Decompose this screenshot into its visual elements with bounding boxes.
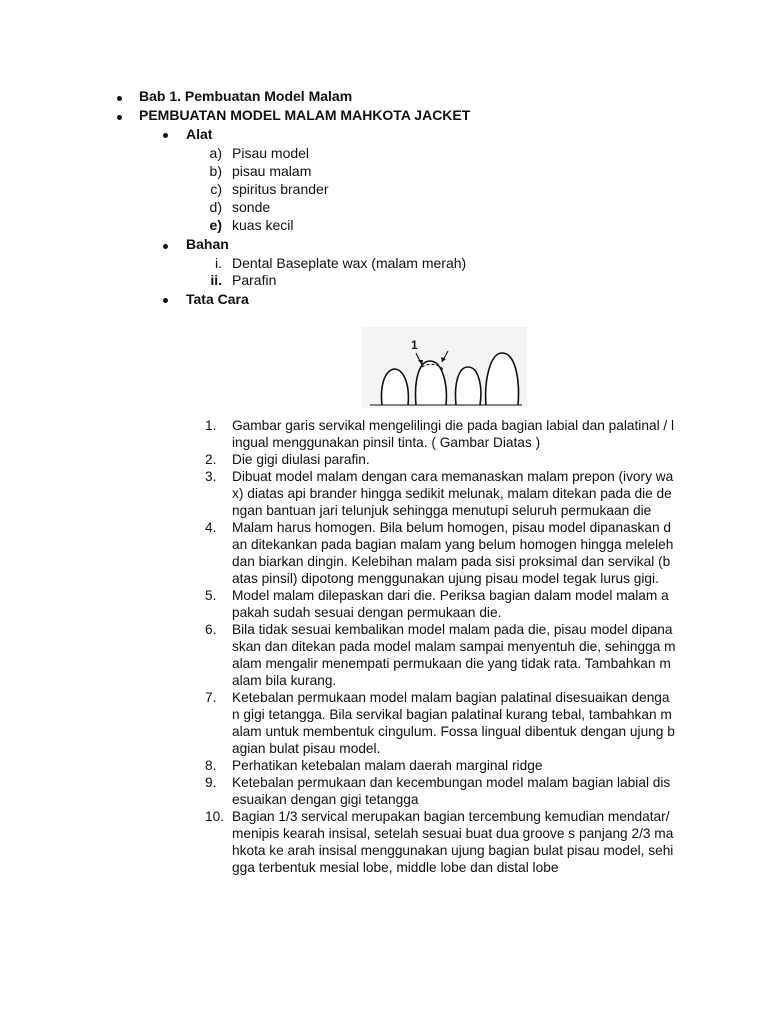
step-item [205,587,685,621]
list-marker: e) [209,217,222,233]
list-marker: c) [210,181,222,197]
step-text: Malam harus homogen. Bila belum homogen, pisau model dipanaskan dan ditekankan pada bagian malam yang belum homogen hingga meleleh dan biarkan dingin. Kelebihan malam pada sisi proksimal dan servikal (batas pinsil) dipotong menggunakan ujung pisau model tegak lurus gigi. [232,520,674,586]
step-text: Ketebalan permukaan model malam bagian palatinal disesuaikan dengan gigi tetangga. Bila servikal bagian palatinal kurang tebal, tambahkan malam untuk membentuk cingulum. Fossa lingual dibentuk dengan ujung bagian bulat pisau model. [232,690,675,756]
step-item [205,417,685,451]
section-title-tata-cara: Tata Cara [186,291,249,307]
list-marker: i. [215,255,222,271]
step-text: Perhatikan ketebalan malam daerah marginal ridge [232,758,543,773]
list-marker: d) [209,199,222,215]
step-number: 2. [205,452,217,467]
step-number: 9. [205,775,217,790]
teeth-illustration [362,327,527,408]
step-text: Ketebalan permukaan dan kecembungan model malam bagian labial disesuaikan dengan gigi tetangga [232,775,671,807]
step-item [205,451,685,468]
list-marker: ii. [210,272,222,288]
list-item: Dental Baseplate wax (malam merah) [232,255,467,271]
list-item: Parafin [232,272,277,288]
step-text: Gambar garis servikal mengelilingi die pada bagian labial dan palatinal / lingual menggunakan pinsil tinta. ( Gambar Diatas ) [232,418,675,450]
bullet-icon [163,298,168,303]
step-number: 6. [205,622,217,637]
step-text: Bagian 1/3 servical merupakan bagian tercembung kemudian mendatar/ menipis kearah insisal, setelah sesuai buat dua groove s panjang 2/3 mahkota ke arah insisal menggunakan ujung bagian bulat pisau model, sehigga terbentuk mesial lobe, middle lobe dan distal lobe [232,809,674,875]
figure-label: 1 [411,338,418,352]
step-number: 8. [205,758,217,773]
step-text: Die gigi diulasi parafin. [232,452,370,467]
topic-heading: PEMBUATAN MODEL MALAM MAHKOTA JACKET [139,107,471,123]
step-text: Dibuat model malam dengan cara memanaskan malam prepon (ivory wax) diatas api brander hingga sedikit melunak, malam ditekan pada die dengan bantuan jari telunjuk sehingga menutupi seluruh permukaan die [232,469,674,518]
step-number: 5. [205,588,217,603]
section-title-alat: Alat [186,126,213,142]
list-item: sonde [232,199,271,215]
step-item [205,468,685,519]
list-item: spiritus brander [232,181,329,197]
bullet-icon [163,244,168,249]
bullet-icon [117,96,122,101]
bullet-icon [117,115,122,120]
steps-list [205,417,685,876]
list-marker: b) [209,163,222,179]
step-item [205,689,685,757]
section-title-bahan: Bahan [186,236,229,252]
step-number: 1. [205,418,217,433]
step-text: Bila tidak sesuai kembalikan model malam pada die, pisau model dipanaskan dan ditekan pada model malam sampai menyentuh die, sehingga malam mengalir menempati permukaan die yang tidak rata. Tambahkan malam bila kurang. [232,622,676,688]
step-item [205,808,685,876]
list-marker: a) [209,145,222,161]
step-item [205,519,685,587]
list-item: pisau malam [232,163,312,179]
step-item [205,774,685,808]
step-number: 4. [205,520,217,535]
chapter-heading: Bab 1. Pembuatan Model Malam [139,88,353,104]
list-item: kuas kecil [232,217,294,233]
step-item [205,621,685,689]
step-text: Model malam dilepaskan dari die. Periksa bagian dalam model malam apakah sudah sesuai dengan permukaan die. [232,588,669,620]
step-number: 3. [205,469,217,484]
bullet-icon [163,133,168,138]
list-item: Pisau model [232,145,310,161]
step-number: 7. [205,690,217,705]
step-item [205,757,685,774]
step-number: 10. [205,809,225,824]
